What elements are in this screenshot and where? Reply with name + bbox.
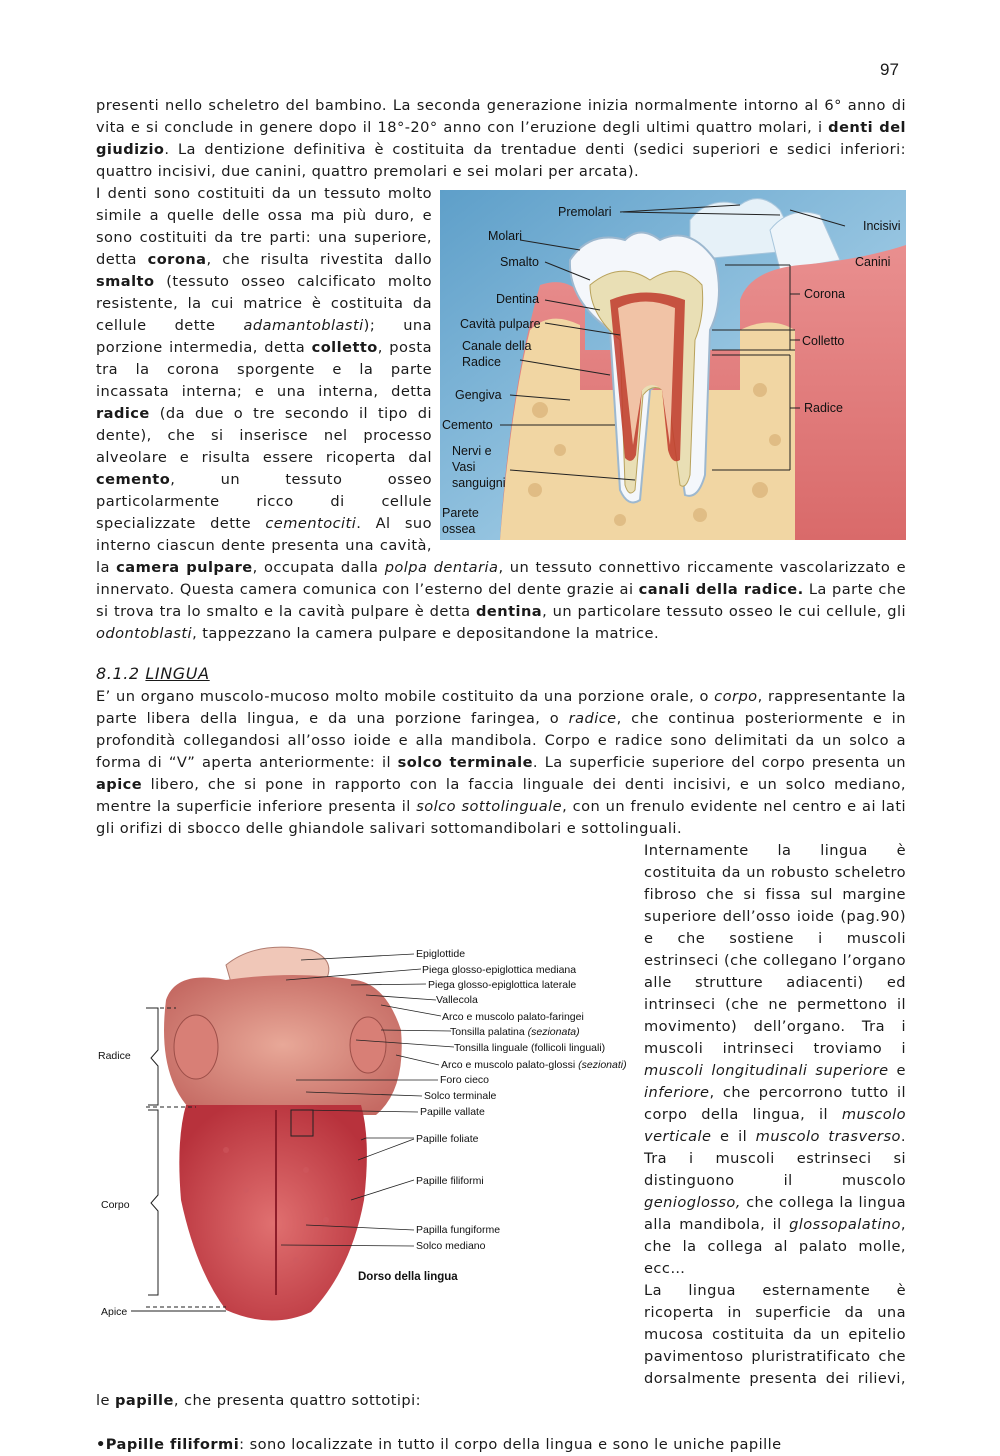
page-number: 97 bbox=[880, 60, 899, 79]
tooth-label-dentina: Dentina bbox=[496, 292, 540, 306]
tooth-label-vasi: Vasi bbox=[452, 460, 476, 474]
p3-segment: solco sottolinguale bbox=[416, 798, 563, 815]
tooth-label-radice-right: Radice bbox=[804, 401, 843, 415]
tongue-label-9: (sezionati) bbox=[578, 1059, 627, 1071]
tongue-label-8: Arco e muscolo palato-glossi bbox=[441, 1059, 576, 1071]
p2-segment: dentina bbox=[476, 603, 543, 620]
p2-segment: cemento bbox=[96, 471, 171, 488]
p3-segment: solco terminale bbox=[397, 754, 533, 771]
tooth-label-molari: Molari bbox=[488, 229, 523, 243]
p4-segment: genioglosso, bbox=[644, 1194, 741, 1211]
tooth-label-cavita: Cavità pulpare bbox=[460, 317, 541, 331]
tooth-label-cemento: Cemento bbox=[442, 418, 493, 432]
p3-segment: apice bbox=[96, 776, 143, 793]
tongue-label-10: Foro cieco bbox=[440, 1074, 490, 1086]
p3-segment: E’ un organo muscolo-mucoso molto mobile costituito da una porzione orale, o bbox=[96, 688, 715, 705]
tongue-label-16: Solco mediano bbox=[416, 1240, 486, 1252]
tongue-anatomy-figure bbox=[96, 940, 636, 1325]
tooth-label-radice-left: Radice bbox=[462, 355, 501, 369]
tongue-label-7: Tonsilla linguale (follicoli linguali) bbox=[454, 1042, 606, 1054]
p5-segment: , che presenta quattro sottotipi: bbox=[173, 1392, 421, 1409]
p2-segment: . Al suo interno ciascun dente presenta una cavità, la bbox=[96, 515, 433, 576]
p3-segment: , con un frenulo evidente nel centro e ai lati gli orifizi di sbocco delle ghiandole salivari sottomandibolari e sottolinguali. bbox=[96, 798, 906, 837]
paragraph-tongue-intro bbox=[96, 686, 906, 840]
svg-text:Arco e muscolo palato-glossi bbox=[441, 1059, 627, 1071]
p1-segment: . La dentizione definitiva è costituita da trentadue denti (sedici superiori e sedici inferiori: quattro incisivi, due canini, quattro premolari e sei molari per arcata). bbox=[96, 141, 906, 180]
tongue-label-4: Arco e muscolo palato-faringei bbox=[442, 1011, 584, 1023]
p2-segment: (tessuto osseo calcificato molto resistente, la cui matrice è costituita da cellule dette bbox=[96, 273, 432, 334]
p3-segment: . La superficie superiore del corpo presenta un bbox=[532, 754, 906, 771]
p1-segment: denti del giudizio bbox=[96, 119, 906, 158]
section-number: 8.1.2 bbox=[96, 664, 140, 683]
p2-segment: corona bbox=[147, 251, 207, 268]
tooth-label-canale: Canale della bbox=[462, 339, 532, 353]
p2-segment: colletto bbox=[311, 339, 378, 356]
p4-segment: , che la collega al palato molle, ecc… bbox=[644, 1216, 906, 1277]
p2-segment: adamantoblasti bbox=[243, 317, 364, 334]
p2-segment: I denti sono costituiti da un tessuto molto simile a quelle delle ossa ma più duro, e sono costituiti da tre parti: una superiore, detta bbox=[96, 185, 432, 268]
tongue-label-15: Papilla fungiforme bbox=[416, 1224, 501, 1236]
p3-segment: , rappresentante la parte libera della lingua, e da una porzione faringea, o bbox=[96, 688, 906, 727]
tongue-label-6: (sezionata) bbox=[527, 1026, 580, 1038]
p3-segment: libero, che si pone in rapporto con la faccia linguale dei denti incisivi, e un solco mediano, mentre la superficie inferiore presenta il bbox=[96, 776, 906, 815]
tongue-label-2: Piega glosso-epiglottica laterale bbox=[428, 979, 577, 991]
p4-segment: glossopalatino bbox=[789, 1216, 901, 1233]
p2-segment: cementociti bbox=[265, 515, 357, 532]
p4-segment: e bbox=[888, 1062, 906, 1079]
p4-segment: Internamente la lingua è costituita da un robusto scheletro fibroso che si fissa sul margine superiore dell’osso ioide (pag.90) e che sostiene i muscoli estrinseci (che collegano l’organo alle strutture adiacenti) ed intrinseci (che ne permettono il movimento) dell’organo. Tra i muscoli intrinseci troviamo i bbox=[644, 842, 906, 1057]
p3-segment: corpo bbox=[714, 688, 758, 705]
tooth-label-incisivi: Incisivi bbox=[863, 219, 901, 233]
p5-segment: La lingua esternamente è ricoperta in superficie da una mucosa costituita da un epitelio pavimentoso pluristratificato che dorsalmente presenta dei rilievi, le bbox=[96, 1282, 906, 1409]
tooth-anatomy-figure bbox=[440, 190, 906, 540]
tooth-label-colletto: Colletto bbox=[802, 334, 845, 348]
p6-segment: •Papille filiformi bbox=[96, 1436, 240, 1453]
paragraph-papille-filiformi bbox=[96, 1434, 906, 1456]
p4-segment: muscolo verticale bbox=[644, 1106, 906, 1145]
tongue-label-1: Piega glosso-epiglottica mediana bbox=[422, 964, 577, 976]
tooth-label-nervi: Nervi e bbox=[452, 444, 492, 458]
p6-segment: : sono localizzate in tutto il corpo della lingua e sono le uniche papille bbox=[239, 1436, 782, 1453]
p4-segment: inferiore bbox=[644, 1084, 710, 1101]
tongue-label-13: Papille foliate bbox=[416, 1133, 479, 1145]
tooth-label-corona: Corona bbox=[804, 287, 845, 301]
p1-segment: presenti nello scheletro del bambino. La seconda generazione inizia normalmente intorno al 6° anno di vita e si conclude in genere dopo il 18°-20° anno con l’eruzione degli ultimi quattro molari, i bbox=[96, 97, 906, 136]
tooth-label-premolari: Premolari bbox=[558, 205, 612, 219]
p4-segment: e il bbox=[711, 1128, 756, 1145]
tongue-figure-caption: Dorso della lingua bbox=[358, 1271, 458, 1283]
tongue-label-corpo: Corpo bbox=[101, 1199, 130, 1211]
p2-segment: (da due o tre secondo il tipo di dente), che si inserisce nel processo alveolare e risulta essere ricoperta dal bbox=[96, 405, 432, 466]
tongue-label-apice: Apice bbox=[101, 1306, 128, 1318]
p2-segment: odontoblasti bbox=[96, 625, 193, 642]
p2-segment: , che risulta rivestita dallo bbox=[206, 251, 432, 268]
tooth-label-canini: Canini bbox=[855, 255, 891, 269]
p4-segment: muscolo trasverso bbox=[755, 1128, 901, 1145]
tooth-label-smalto: Smalto bbox=[500, 255, 539, 269]
tooth-label-sanguigni: sanguigni bbox=[452, 476, 506, 490]
p2-segment: ); una porzione intermedia, detta bbox=[96, 317, 432, 356]
tooth-label-parete: Parete bbox=[442, 506, 479, 520]
p4-segment: che collega la lingua alla mandibola, il bbox=[644, 1194, 906, 1233]
p2-segment: , un tessuto connettivo riccamente vascolarizzato e innervato. Questa camera comunica con l’esterno del dente grazie ai bbox=[96, 559, 906, 598]
p2-segment: , posta tra la corona sporgente e la parte incassata interna; e una interna, detta bbox=[96, 339, 433, 400]
paragraph-dentition bbox=[96, 95, 906, 183]
p2-segment: canali della radice. bbox=[638, 581, 804, 598]
p2-segment: , tappezzano la camera pulpare e depositandone la matrice. bbox=[192, 625, 660, 642]
tongue-label-14: Papille filiformi bbox=[416, 1175, 484, 1187]
p5-segment: papille bbox=[115, 1392, 174, 1409]
svg-text:Tonsilla palatina (sezio bbox=[450, 1026, 580, 1038]
tongue-label-3: Vallecola bbox=[436, 994, 478, 1006]
p2-segment: polpa dentaria bbox=[384, 559, 499, 576]
p2-segment: , occupata dalla bbox=[252, 559, 385, 576]
p2-segment: radice bbox=[96, 405, 150, 422]
tongue-label-11: Solco terminale bbox=[424, 1090, 497, 1102]
p2-segment: , un tessuto osseo particolarmente ricco di cellule specializzate dette bbox=[96, 471, 432, 532]
p3-segment: radice bbox=[568, 710, 617, 727]
section-title: LINGUA bbox=[145, 664, 210, 683]
tongue-label-12: Papille vallate bbox=[420, 1106, 485, 1118]
p2-segment: smalto bbox=[96, 273, 155, 290]
p4-segment: , che percorrono tutto il corpo della lingua, il bbox=[644, 1084, 906, 1123]
p3-segment: , che continua posteriormente e in profondità collegandosi all’osso ioide e alla mandibola. Corpo e radice sono delimitati da un solco a forma di “V” aperta anteriormente: il bbox=[96, 710, 906, 771]
p4-segment: . Tra i muscoli estrinseci si distinguono il muscolo bbox=[644, 1128, 906, 1189]
tongue-label-radice: Radice bbox=[98, 1050, 131, 1062]
tongue-label-5: Tonsilla palatina bbox=[450, 1026, 525, 1038]
tooth-label-ossea: ossea bbox=[442, 522, 476, 536]
p2-segment: , un particolare tessuto osseo le cui cellule, gli bbox=[542, 603, 906, 620]
p4-segment: muscoli longitudinali superiore bbox=[644, 1062, 889, 1079]
section-heading bbox=[96, 664, 210, 683]
tongue-label-0: Epiglottide bbox=[416, 948, 466, 960]
p2-segment: camera pulpare bbox=[116, 559, 253, 576]
p2-segment: La parte che si trova tra lo smalto e la cavità pulpare è detta bbox=[96, 581, 907, 620]
tooth-label-gengiva: Gengiva bbox=[455, 388, 502, 402]
